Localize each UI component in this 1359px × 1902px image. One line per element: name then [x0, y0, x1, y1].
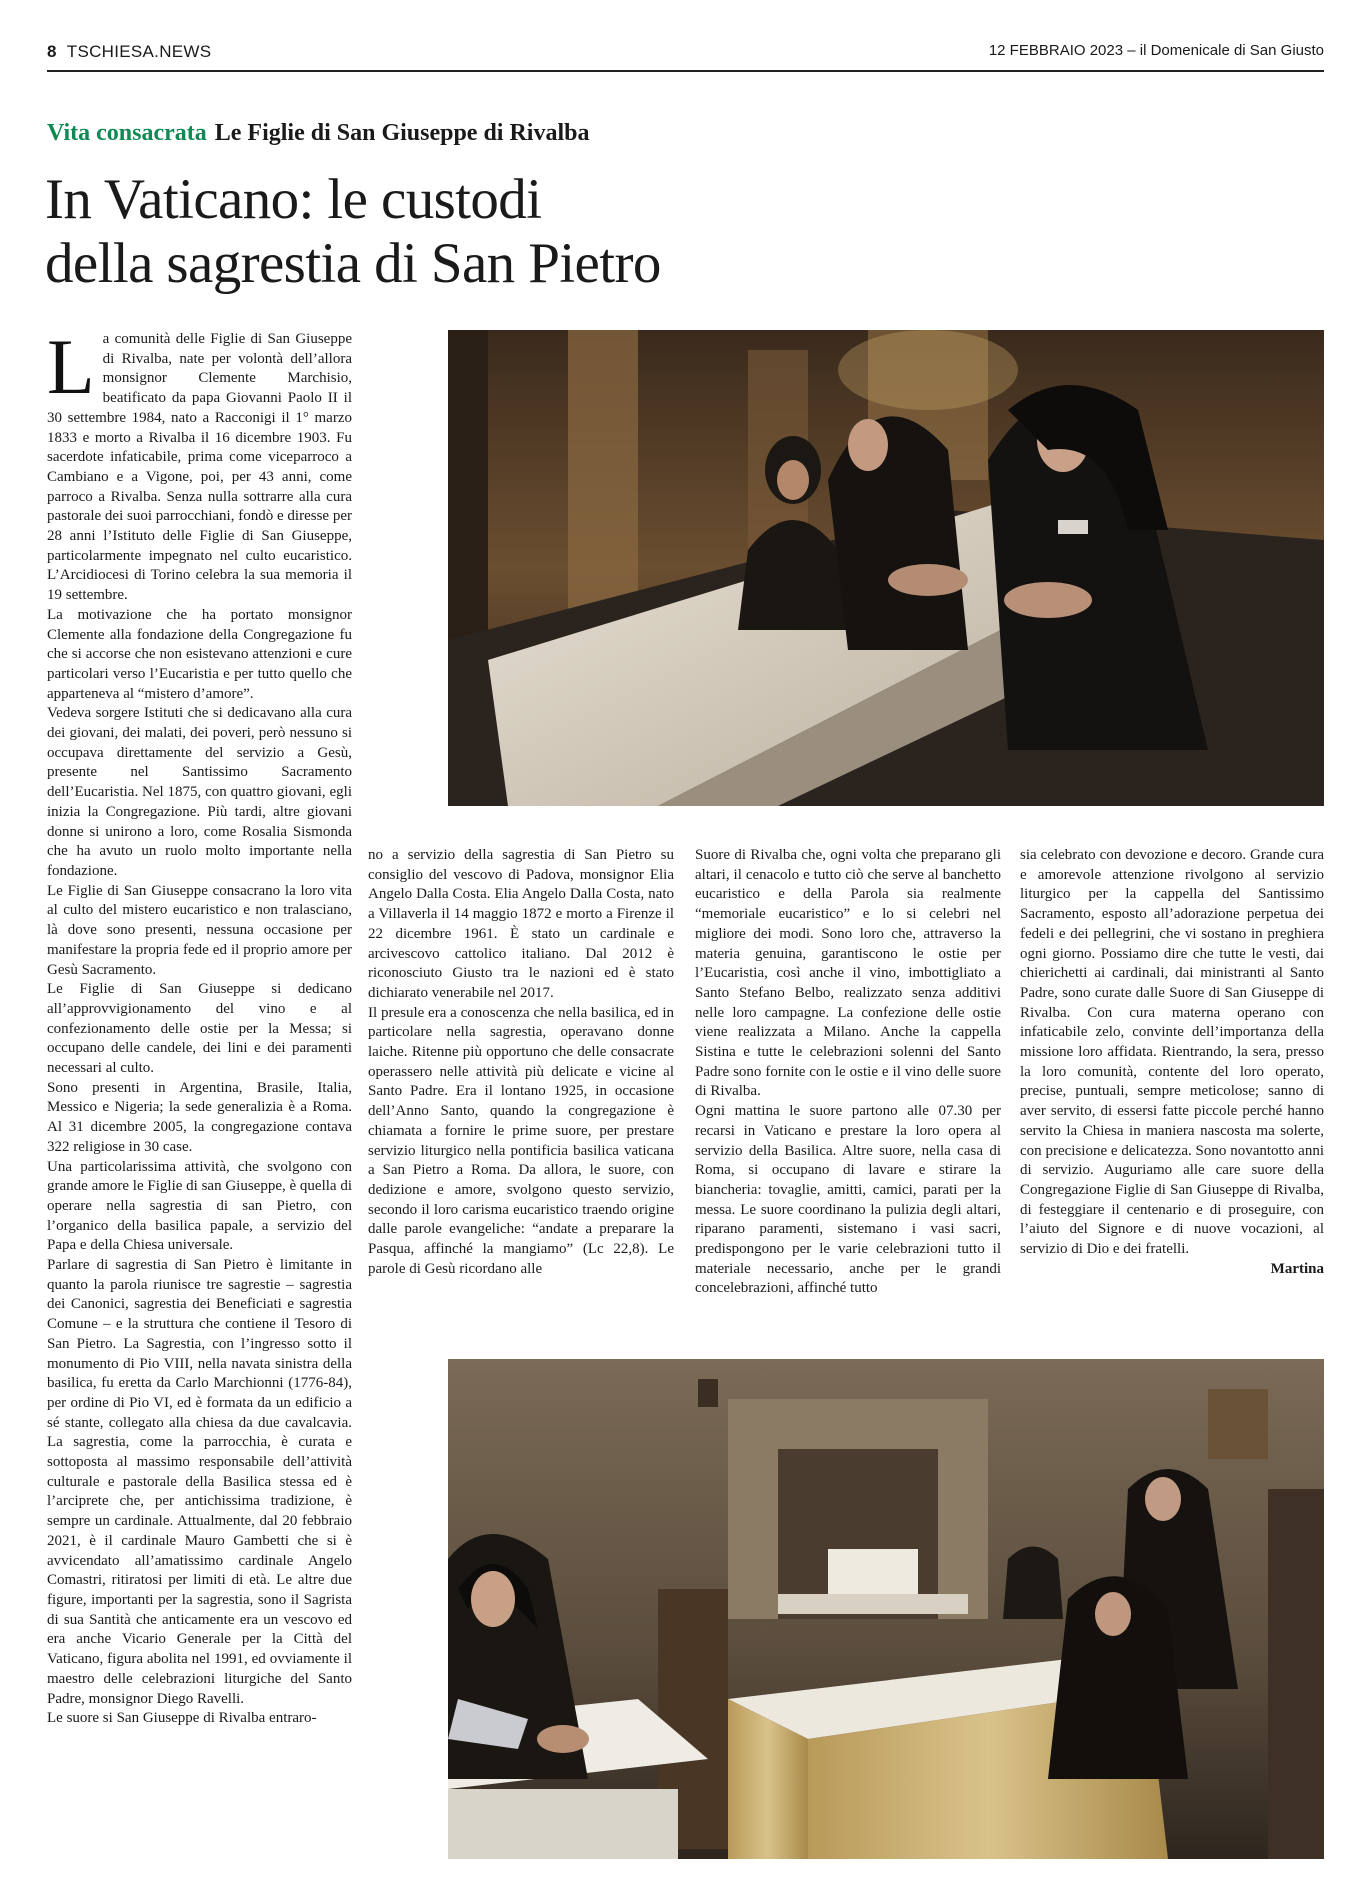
- article-paragraph: Il presule era a conoscenza che nella basilica, ed in particolare nella sagrestia, operavano donne laiche. Ritenne più opportuno che delle consacrate operassero nelle attività più delicate e vicine al Santo Padre. Era il lontano 1925, in occasione dell’Anno Santo, quando la congregazione è chiamata a fornire le prime suore, per prestare servizio liturgico nella pontificia basilica vaticana a San Pietro a Roma. Da allora, le suore, con dedizione e amore, svolgono questo servizio, secondo il loro carisma eucaristico traendo origine dalle parole evangeliche: “andate a preparare la Pasqua, affinché la mangiamo” (Lc 22,8). Le parole di Gesù ricordano alle: [368, 1004, 674, 1277]
- article-paragraph: Le Figlie di San Giuseppe si dedicano all’approvvigionamento del vino e al confezionamento delle ostie per la Messa; si occupano delle candele, dei lini e dei paramenti necessari al culto.: [47, 981, 352, 1077]
- article-paragraph: Suore di Rivalba che, ogni volta che preparano gli altari, il cenacolo e tutto ciò che serve al banchetto eucaristico e della Parola sia realmente “memoriale eucaristico” e lo si celebri nel migliore dei modi. Sono loro che, attraverso la materia genuina, garantiscono le ostie per l’Eucaristia, così anche il vino, imbottigliato a Santo Stefano Belbo, realizzato senza additivi nelle loro campagne. La confezione delle ostie viene realizzata a Milano. Anche la cappella Sistina e tutte le celebrazioni solenni del Santo Padre sono fornite con le ostie e il vino delle suore di Rivalba.: [695, 847, 1001, 1100]
- article-paragraph: La comunità delle Figlie di San Giuseppe di Rivalba, nate per volontà dell’allora monsignor Clemente Marchisio, beatificato da papa Giovanni Paolo II il 30 settembre 1984, nato a Racconigi il 1° marzo 1833 e morto a Rivalba il 16 dicembre 1903. Fu sacerdote infaticabile, prima come viceparroco a Cambiano e a Vigone, poi, per 43 anni, come parroco a Rivalba. Senza nulla sottrarre alla cura pastorale dei suoi parrocchiani, fondò e diresse per 28 anni l’Istituto delle Figlie di San Giuseppe, particolarmente impegnato nel culto eucaristico. L’Arcidiocesi di Torino celebra la sua memoria il 19 settembre.: [47, 323, 352, 604]
- photo-nuns-altar-basilica: [448, 330, 1324, 806]
- kicker-text: Le Figlie di San Giuseppe di Rivalba: [214, 120, 590, 146]
- page-header: [47, 36, 1324, 72]
- article-column-1: [47, 323, 352, 1729]
- article-kicker: [47, 120, 590, 147]
- photo-nuns-ironing-sacristy: [448, 1359, 1324, 1859]
- title-line-2: della sagrestia di San Pietro: [45, 232, 661, 295]
- article-paragraph: Sono presenti in Argentina, Brasile, Italia, Messico e Nigeria; la sede generalizia è a Roma. Al 31 dicembre 2005, la congregazione contava 322 religiose in 30 case.: [47, 1079, 352, 1155]
- author-signature: Martina: [1270, 1260, 1324, 1277]
- article-paragraph: Le suore si San Giuseppe di Rivalba entraro-: [47, 1710, 317, 1727]
- section-label: Vita consacrata: [47, 120, 207, 146]
- drop-cap: L: [47, 323, 95, 410]
- masthead-date: 12 FEBBRAIO 2023 – il Domenicale di San Giusto: [988, 42, 1324, 59]
- article-paragraph: La motivazione che ha portato monsignor Clemente alla fondazione della Congregazione fu che si accorse che non esistevano attenzioni e cure particolari verso l’Eucaristia e per tutto quello che apparteneva al “mistero d’amore”.: [47, 606, 352, 702]
- page-number: 8: [47, 42, 57, 61]
- article-title: [45, 168, 945, 296]
- article-column-2: [368, 846, 674, 1279]
- header-left: [47, 42, 211, 62]
- article-paragraph: sia celebrato con devozione e decoro. Grande cura e amorevole attenzione rivolgono al servizio liturgico per la cappella del Santissimo Sacramento, esposto all’adorazione perpetua dei fedeli e dei pellegrini, che vi sostano in preghiera ogni giorno. Possiamo dire che tutte le vesti, dai chierichetti ai cardinali, dai ministranti al Santo Padre, sono curate dalle Suore di San Giuseppe di Rivalba. Con cura materna operano con infaticabile zelo, convinte dell’importanza della missione loro affidata. Rientrando, la sera, presso la loro comunità, contente del loro operato, precise, puntuali, sempre meticolose; sanno di aver servito, di essersi fatte piccole perché hanno servito la Chiesa in maniera nascosta ma solerte, con precisione e delicatezza. Sono novantotto anni di servizio. Auguriamo alle care suore della Congregazione Figlie di San Giuseppe di Rivalba, di festeggiare il centenario e di proseguire, con l’aiuto del Signore e di nuove vocazioni, al servizio di Dio e dei fratelli.: [1020, 847, 1324, 1258]
- section-name: TSCHIESA.NEWS: [66, 42, 212, 61]
- article-paragraph: Parlare di sagrestia di San Pietro è limitante in quanto la parola riunisce tre sagrestie – sagrestia dei Canonici, sagrestia dei Beneficiati e sagrestia Comune – e la struttura che contiene il Tesoro di San Pietro. La Sagrestia, con l’ingresso sotto il monumento di Pio VIII, nella navata sinistra della basilica, fu eretta da Carlo Marchionni (1776-84), per ordine di Pio VI, ed è formata da un edificio a sé stante, collegato alla chiesa da due cavalcavia. La sagrestia, come la parrocchia, è curata e sottoposta al massimo responsabile dell’attività culturale e pastorale della Basilica stessa ed è l’arciprete che, per antichissima tradizione, è sempre un cardinale. Attualmente, dal 20 febbraio 2021, è il cardinale Mauro Gambetti che si è avvicendato all’amatissimo cardinale Angelo Comastri, ritiratosi per limiti di età. Le altre due figure, importanti per la sagrestia, sono il Sagrista di sua Santità che anticamente era un vescovo ed era anche Vicario Generale per la Città del Vaticano, figura abolita nel 1991, ed ovviamente il maestro delle celebrazioni liturgiche del Santo Padre, monsignor Diego Ravelli.: [47, 1257, 352, 1707]
- article-paragraph: Le Figlie di San Giuseppe consacrano la loro vita al culto del mistero eucaristico e non tralasciano, là dove sono presenti, nessuna occasione per manifestare la propria fede ed il proprio amore per Gesù Sacramento.: [47, 882, 352, 978]
- article-paragraph: no a servizio della sagrestia di San Pietro su consiglio del vescovo di Padova, monsignor Elia Angelo Dalla Costa. Elia Angelo Dalla Costa, nato a Villaverla il 14 maggio 1872 e morto a Firenze il 22 dicembre 1961. È stato un cardinale e arcivescovo cattolico italiano. Dal 2012 è riconosciuto Giusto tra le nazioni ed è stato dichiarato venerabile nel 2017.: [368, 847, 674, 1001]
- title-line-1: In Vaticano: le custodi: [45, 168, 542, 231]
- article-column-3: [695, 846, 1001, 1299]
- article-paragraph: Una particolarissima attività, che svolgono con grande amore le Figlie di san Giuseppe, è quella di operare nella sagrestia di san Pietro, con l’organico della basilica papale, a servizio del Papa e della Chiesa universale.: [47, 1158, 352, 1254]
- article-paragraph: Ogni mattina le suore partono alle 07.30 per recarsi in Vaticano e prestare la loro opera al servizio della Basilica. Altre suore, nella casa di Roma, si occupano di lavare e stirare la biancheria: tovaglie, amitti, camici, parati per la messa. Le suore coordinano la pulizia degli altari, riparano paramenti, sistemano i vasi sacri, predispongono per le varie celebrazioni tutto il materiale necessario, anche per le grandi concelebrazioni, affinché tutto: [695, 1103, 1001, 1297]
- article-paragraph: Vedeva sorgere Istituti che si dedicavano alla cura dei giovani, dei malati, dei poveri, però nessuno si occupava direttamente del servizio a Gesù, presente nel Santissimo Sacramento dell’Eucaristia. Nel 1875, con quattro giovani, egli inizia la Congregazione. Più tardi, altre giovani donne si unirono a loro, come Rosalia Sismonda che ha avuto un ruolo molto importante nella fondazione.: [47, 705, 352, 879]
- article-column-4: [1020, 846, 1324, 1279]
